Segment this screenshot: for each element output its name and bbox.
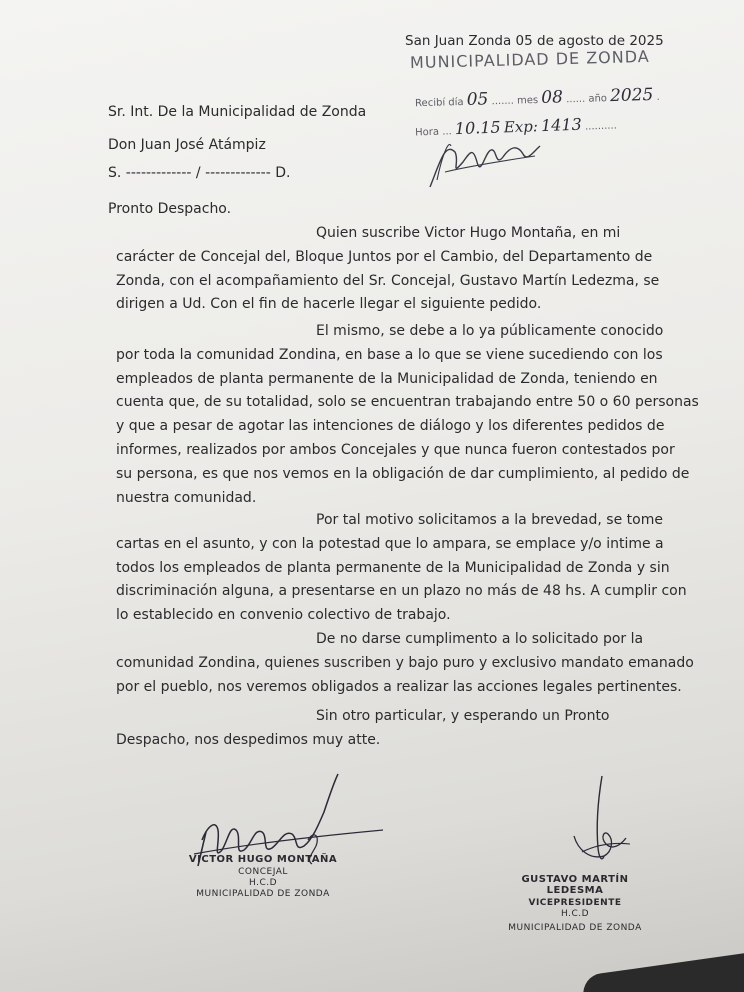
paragraph-line: nuestra comunidad.: [116, 489, 257, 506]
stamp-time-row: Hora ... 10.15 Exp: 1413 ..........: [414, 114, 618, 139]
paragraph-5: [116, 705, 676, 753]
paragraph-line: discriminación alguna, a presentarse en un plazo no más de 48 hs. A cumplir con: [116, 583, 687, 600]
signer-1-role: CONCEJAL: [238, 867, 288, 877]
signer-2-body: H.C.D: [560, 909, 590, 919]
signer-2-name: GUSTAVO MARTÍN LEDESMA: [521, 874, 629, 896]
stamp-received-row: Recibí día 05 ....... mes 08 ...... año 2025 .: [414, 84, 660, 110]
stamp-exp-label: Exp:: [503, 117, 539, 137]
stamp-time-value: 10.15: [454, 117, 501, 139]
paragraph-line: De no darse cumplimento a lo solicitado por la: [316, 631, 644, 647]
paragraph-line: cartas en el asunto, y con la potestad que lo ampara, se emplace y/o intime a: [116, 535, 664, 552]
stamp-time-label: Hora: [414, 126, 440, 139]
signature-2: [560, 770, 640, 870]
signer-1-block: [188, 854, 338, 900]
stamp-year-label: año: [588, 93, 608, 105]
paragraph-line: Zonda, con el acompañamiento del Sr. Concejal, Gustavo Martín Ledezma, se: [116, 272, 660, 289]
signer-2-org: MUNICIPALIDAD DE ZONDA: [508, 923, 642, 933]
signer-2-role: VICEPRESIDENTE: [528, 898, 622, 908]
paragraph-line: comunidad Zondina, quienes suscriben y bajo puro y exclusivo mandato emanado: [116, 654, 694, 671]
place-date: San Juan Zonda 05 de agosto de 2025: [405, 33, 664, 49]
stamp-received-year: 2025: [609, 84, 654, 107]
paragraph-line: su persona, es que nos vemos en la obligación de dar cumplimiento, al pedido de: [116, 465, 690, 482]
photo-shadow: [581, 948, 744, 992]
stamp-received-day: 05: [466, 89, 489, 110]
stamp-signature: [425, 132, 545, 192]
paragraph-line: lo establecido en convenio colectivo de trabajo.: [116, 607, 451, 624]
paragraph-line: todos los empleados de planta permanente de la Municipalidad de Zonda y sin: [116, 559, 670, 576]
paragraph-line: carácter de Concejal del, Bloque Juntos por el Cambio, del Departamento de: [116, 248, 653, 265]
paragraph-line: empleados de planta permanente de la Municipalidad de Zonda, teniendo en: [116, 370, 658, 387]
stamp-title: MUNICIPALIDAD DE ZONDA: [409, 46, 650, 73]
paragraph-line: cuenta que, de su totalidad, solo se encuentran trabajando entre 50 o 60 personas: [116, 394, 699, 411]
stamp-exp-value: 1413: [540, 114, 583, 136]
paragraph-line: y que a pesar de agotar las intenciones de diálogo y los diferentes pedidos de: [116, 418, 665, 435]
paragraph-4: [116, 628, 694, 699]
paragraph-3: [116, 509, 687, 628]
recipient-line-2: Don Juan José Atámpiz: [108, 137, 266, 153]
paragraph-line: El mismo, se debe a lo ya públicamente conocido: [316, 323, 664, 339]
paragraph-line: Por tal motivo solicitamos a la brevedad, se tome: [316, 512, 663, 528]
paragraph-line: informes, realizados por ambos Concejales y que nunca fueron contestados por: [116, 441, 675, 458]
stamp-month-label: mes: [516, 94, 539, 107]
paragraph-line: por el pueblo, nos veremos obligados a realizar las acciones legales pertinentes.: [116, 678, 682, 695]
signer-1-org: MUNICIPALIDAD DE ZONDA: [196, 889, 330, 899]
stamp-received-label: Recibí día: [414, 96, 464, 110]
signer-1-name: VICTOR HUGO MONTAÑA: [188, 854, 338, 865]
signer-1-body: H.C.D: [248, 878, 278, 888]
salutation: Pronto Despacho.: [108, 201, 232, 217]
recipient-line-1: Sr. Int. De la Municipalidad de Zonda: [108, 104, 367, 120]
paragraph-line: dirigen a Ud. Con el fin de hacerle llegar el siguiente pedido.: [116, 296, 542, 313]
paragraph-1: [116, 222, 676, 317]
stamp-received-month: 08: [541, 87, 564, 108]
paragraph-line: Quien suscribe Victor Hugo Montaña, en mi: [316, 225, 621, 241]
paragraph-line: Sin otro particular, y esperando un Pronto: [316, 708, 610, 724]
recipient-line-3: S. ------------- / ------------- D.: [108, 165, 291, 181]
signer-2-block: [500, 874, 650, 934]
paragraph-2: [116, 320, 699, 510]
paragraph-line: por toda la comunidad Zondina, en base a lo que se viene sucediendo con los: [116, 346, 663, 363]
paragraph-line: Despacho, nos despedimos muy atte.: [116, 731, 381, 748]
